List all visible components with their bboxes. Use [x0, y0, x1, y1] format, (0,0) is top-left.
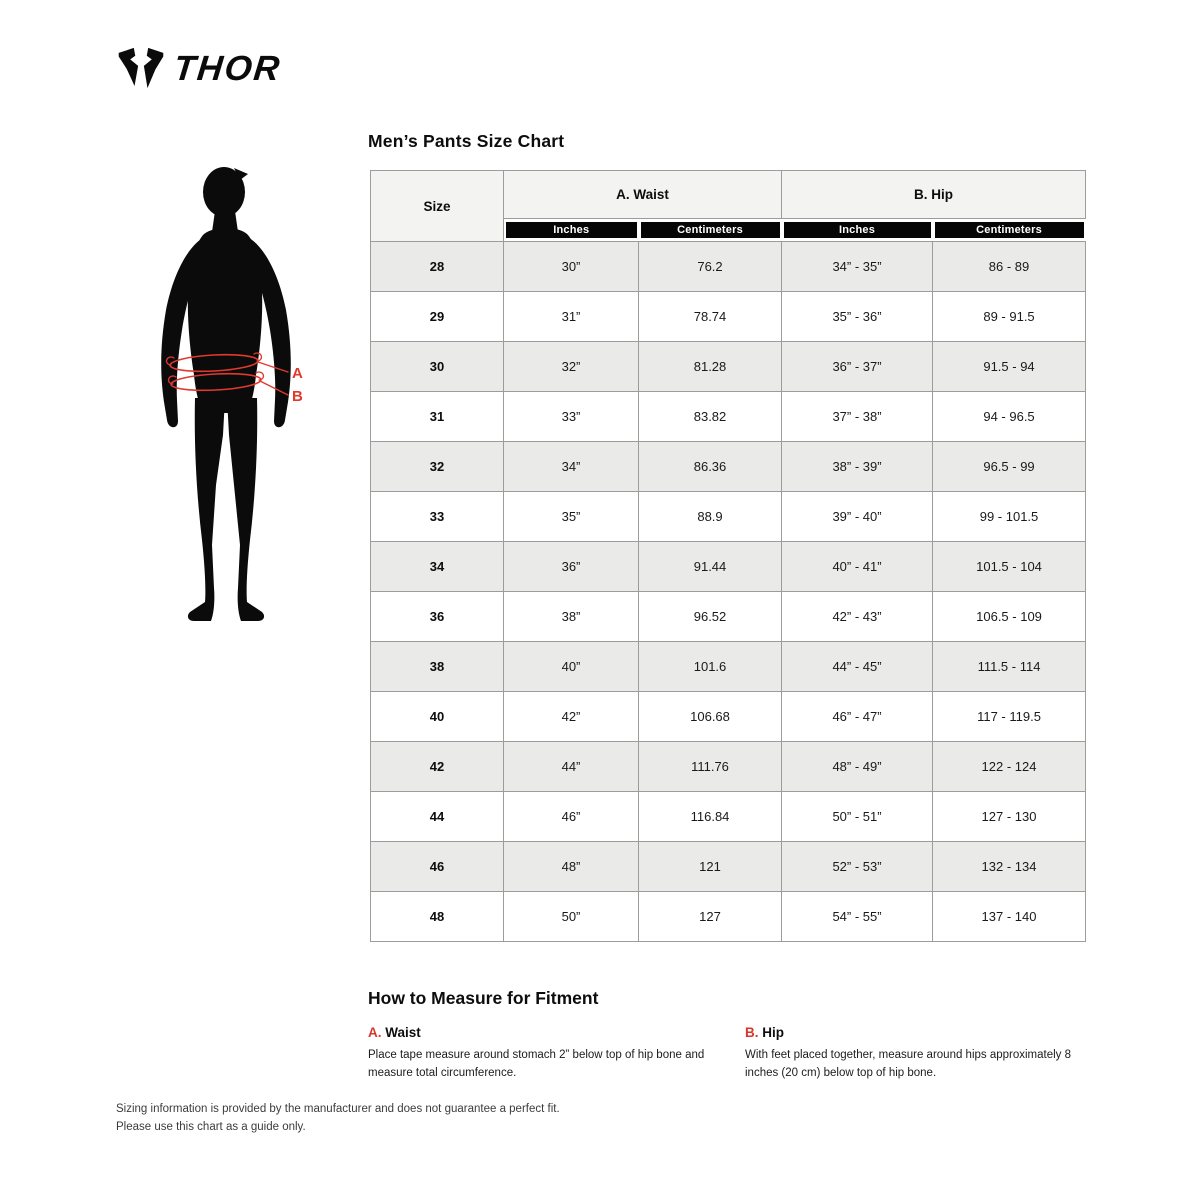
waist-cm-cell: 76.2	[639, 242, 782, 292]
thor-logo-icon	[118, 46, 164, 90]
hip-cm-cell: 111.5 - 114	[933, 642, 1086, 692]
hip-cm-cell: 106.5 - 109	[933, 592, 1086, 642]
brand-logo	[118, 42, 284, 94]
hip-in-cell: 44” - 45”	[782, 642, 933, 692]
howto-section	[368, 988, 1088, 1082]
hip-cm-cell: 86 - 89	[933, 242, 1086, 292]
waist-cm-cell: 96.52	[639, 592, 782, 642]
size-cell: 32	[371, 442, 504, 492]
waist-cm-cell: 81.28	[639, 342, 782, 392]
waist-in-cell: 44”	[504, 742, 639, 792]
howto-waist-heading	[368, 1025, 745, 1040]
male-silhouette-figure	[150, 150, 340, 650]
waist-in-cell: 30”	[504, 242, 639, 292]
table-row	[371, 592, 1086, 642]
waist-cm-cell: 101.6	[639, 642, 782, 692]
size-cell: 36	[371, 592, 504, 642]
hip-in-cell: 34” - 35”	[782, 242, 933, 292]
waist-in-cell: 46”	[504, 792, 639, 842]
howto-waist-name: Waist	[385, 1025, 421, 1040]
hip-cm-cell: 96.5 - 99	[933, 442, 1086, 492]
table-row	[371, 342, 1086, 392]
subheader-waist-inches: Inches	[504, 219, 639, 242]
waist-cm-cell: 106.68	[639, 692, 782, 742]
waist-in-cell: 31”	[504, 292, 639, 342]
howto-waist-description: Place tape measure around stomach 2” below top of hip bone and measure total circumference.	[368, 1049, 705, 1079]
subheader-hip-inches: Inches	[782, 219, 933, 242]
waist-cm-cell: 91.44	[639, 542, 782, 592]
size-cell: 48	[371, 892, 504, 942]
hip-cm-cell: 132 - 134	[933, 842, 1086, 892]
waist-cm-cell: 83.82	[639, 392, 782, 442]
size-cell: 44	[371, 792, 504, 842]
hip-in-cell: 38” - 39”	[782, 442, 933, 492]
hip-in-cell: 54” - 55”	[782, 892, 933, 942]
table-row	[371, 692, 1086, 742]
table-row	[371, 742, 1086, 792]
table-row	[371, 392, 1086, 442]
waist-in-cell: 34”	[504, 442, 639, 492]
table-header-size: Size	[371, 171, 504, 242]
footnote	[116, 1101, 560, 1136]
hip-cm-cell: 99 - 101.5	[933, 492, 1086, 542]
howto-hip-heading	[745, 1025, 1088, 1040]
table-row	[371, 792, 1086, 842]
size-cell: 38	[371, 642, 504, 692]
size-cell: 42	[371, 742, 504, 792]
hip-in-cell: 40” - 41”	[782, 542, 933, 592]
subheader-waist-centimeters: Centimeters	[639, 219, 782, 242]
size-table-body	[371, 242, 1086, 942]
hip-cm-cell: 89 - 91.5	[933, 292, 1086, 342]
silhouette-body	[161, 167, 291, 621]
howto-waist-block	[368, 1025, 745, 1082]
size-cell: 40	[371, 692, 504, 742]
hip-in-cell: 36” - 37”	[782, 342, 933, 392]
waist-cm-cell: 111.76	[639, 742, 782, 792]
waist-cm-cell: 88.9	[639, 492, 782, 542]
howto-waist-letter: A.	[368, 1025, 382, 1040]
howto-title: How to Measure for Fitment	[368, 988, 599, 1008]
waist-in-cell: 40”	[504, 642, 639, 692]
size-cell: 29	[371, 292, 504, 342]
waist-cm-cell: 121	[639, 842, 782, 892]
size-cell: 28	[371, 242, 504, 292]
size-cell: 46	[371, 842, 504, 892]
howto-hip-letter: B.	[745, 1025, 759, 1040]
footnote-line-2: Please use this chart as a guide only.	[116, 1120, 306, 1133]
size-cell: 31	[371, 392, 504, 442]
footnote-line-1: Sizing information is provided by the manufacturer and does not guarantee a perfect fit.	[116, 1103, 560, 1115]
table-row	[371, 892, 1086, 942]
hip-in-cell: 35” - 36”	[782, 292, 933, 342]
hip-cm-cell: 101.5 - 104	[933, 542, 1086, 592]
waist-cm-cell: 86.36	[639, 442, 782, 492]
table-header-waist: A. Waist	[504, 171, 782, 219]
hip-cm-cell: 91.5 - 94	[933, 342, 1086, 392]
size-cell: 33	[371, 492, 504, 542]
waist-in-cell: 42”	[504, 692, 639, 742]
waist-in-cell: 33”	[504, 392, 639, 442]
thor-wordmark: THOR	[171, 48, 284, 88]
table-row	[371, 642, 1086, 692]
hip-cm-cell: 127 - 130	[933, 792, 1086, 842]
table-row	[371, 842, 1086, 892]
hip-in-cell: 42” - 43”	[782, 592, 933, 642]
waist-cm-cell: 116.84	[639, 792, 782, 842]
hip-cm-cell: 137 - 140	[933, 892, 1086, 942]
hip-cm-cell: 122 - 124	[933, 742, 1086, 792]
subheader-hip-centimeters: Centimeters	[933, 219, 1086, 242]
hip-cm-cell: 94 - 96.5	[933, 392, 1086, 442]
hip-in-cell: 50” - 51”	[782, 792, 933, 842]
waist-cm-cell: 78.74	[639, 292, 782, 342]
fitment-figure	[150, 150, 340, 650]
waist-in-cell: 48”	[504, 842, 639, 892]
size-chart-table	[370, 170, 1086, 942]
howto-hip-block	[745, 1025, 1088, 1082]
hip-label: B	[292, 388, 303, 405]
size-cell: 34	[371, 542, 504, 592]
waist-in-cell: 35”	[504, 492, 639, 542]
waist-in-cell: 50”	[504, 892, 639, 942]
hip-in-cell: 39” - 40”	[782, 492, 933, 542]
howto-hip-name: Hip	[762, 1025, 785, 1040]
table-row	[371, 492, 1086, 542]
waist-in-cell: 38”	[504, 592, 639, 642]
table-row	[371, 292, 1086, 342]
table-row	[371, 242, 1086, 292]
size-cell: 30	[371, 342, 504, 392]
howto-hip-description: With feet placed together, measure around hips approximately 8 inches (20 cm) below top of hip bone.	[745, 1049, 1072, 1079]
table-header-hip: B. Hip	[782, 171, 1086, 219]
waist-in-cell: 36”	[504, 542, 639, 592]
page-title: Men’s Pants Size Chart	[368, 131, 565, 151]
waist-cm-cell: 127	[639, 892, 782, 942]
waist-in-cell: 32”	[504, 342, 639, 392]
table-row	[371, 542, 1086, 592]
hip-in-cell: 48” - 49”	[782, 742, 933, 792]
hip-in-cell: 37” - 38”	[782, 392, 933, 442]
hip-cm-cell: 117 - 119.5	[933, 692, 1086, 742]
waist-label: A	[292, 365, 303, 382]
hip-in-cell: 52” - 53”	[782, 842, 933, 892]
table-row	[371, 442, 1086, 492]
hip-in-cell: 46” - 47”	[782, 692, 933, 742]
